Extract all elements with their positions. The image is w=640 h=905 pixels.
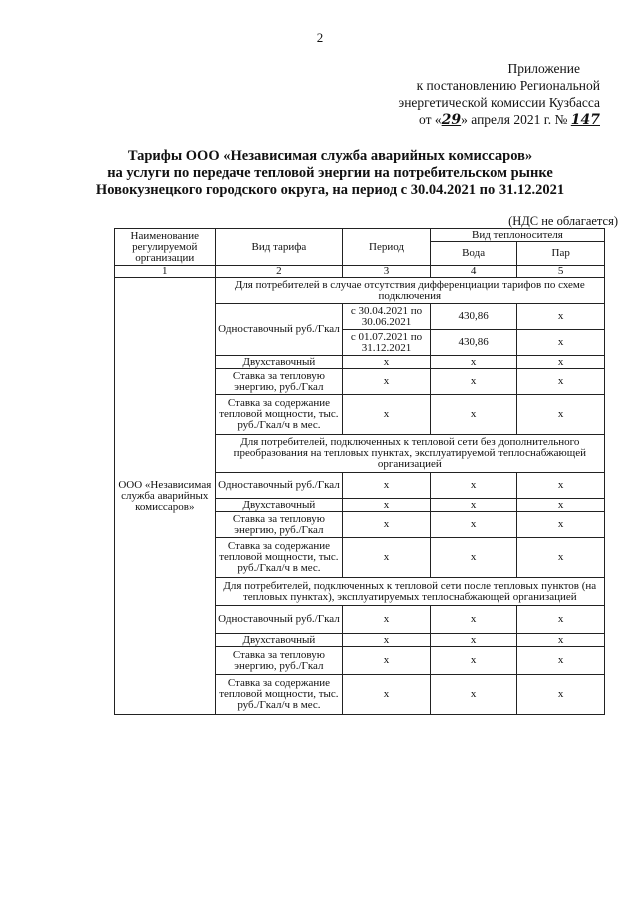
date-prefix: от « (419, 112, 442, 127)
steam-value: х (517, 304, 605, 330)
appendix-line-2: к постановлению Региональной (416, 78, 600, 93)
water-value: 430,86 (430, 330, 517, 356)
period-cell: х (343, 395, 431, 435)
section-title: Для потребителей в случае отсутствия дифференциации тарифов по схеме подключения (215, 278, 604, 304)
tariff-label: Ставка за тепловую энергию, руб./Гкал (215, 647, 343, 675)
water-value: х (430, 538, 517, 578)
header-period: Период (343, 229, 431, 266)
period-cell: х (343, 512, 431, 538)
section-title: Для потребителей, подключенных к тепловой сети после тепловых пунктов (на тепловых пунктах), эксплуатируемых теплоснабжающей организацией (215, 578, 604, 606)
steam-value: х (517, 675, 605, 715)
water-value: х (430, 512, 517, 538)
header-carrier: Вид теплоносителя (430, 229, 604, 242)
header-water: Вода (430, 242, 517, 266)
col-number: 5 (517, 266, 605, 278)
tariff-label: Одноставочный руб./Гкал (215, 606, 343, 634)
steam-value: х (517, 538, 605, 578)
heading-line-2: на услуги по передаче тепловой энергии на потребительском рынке (107, 165, 553, 181)
tariff-label: Ставка за содержание тепловой мощности, тыс. руб./Гкал/ч в мес. (215, 538, 343, 578)
col-number: 4 (430, 266, 517, 278)
water-value: х (430, 675, 517, 715)
period-cell: х (343, 499, 431, 512)
organization-name: ООО «Независимая служба аварийных комиссаров» (115, 278, 216, 715)
header-steam: Пар (517, 242, 605, 266)
document-heading (95, 148, 565, 199)
col-number: 1 (115, 266, 216, 278)
period-cell: х (343, 473, 431, 499)
tariff-label: Двухставочный (215, 499, 343, 512)
water-value: х (430, 369, 517, 395)
water-value: х (430, 634, 517, 647)
period-cell: х (343, 538, 431, 578)
tariff-label: Двухставочный (215, 634, 343, 647)
water-value: 430,86 (430, 304, 517, 330)
appendix-date-line (340, 111, 600, 129)
water-value: х (430, 395, 517, 435)
period-cell: с 01.07.2021 по 31.12.2021 (343, 330, 431, 356)
steam-value: х (517, 395, 605, 435)
date-middle: » апреля 2021 г. № (461, 112, 568, 127)
header-organization: Наименование регулируемой организации (115, 229, 216, 266)
handwritten-day: 29 (441, 112, 462, 128)
water-value: х (430, 473, 517, 499)
col-number: 2 (215, 266, 343, 278)
steam-value: х (517, 647, 605, 675)
water-value: х (430, 356, 517, 369)
tariff-table (114, 228, 605, 715)
appendix-line-3: энергетической комиссии Кузбасса (398, 95, 600, 110)
tariff-label: Ставка за тепловую энергию, руб./Гкал (215, 369, 343, 395)
steam-value: х (517, 634, 605, 647)
col-number: 3 (343, 266, 431, 278)
period-cell: х (343, 356, 431, 369)
heading-line-1: Тарифы ООО «Независимая служба аварийных комиссаров» (127, 148, 533, 164)
section-title: Для потребителей, подключенных к тепловой сети без дополнительного преобразования на тепловых пунктах, эксплуатируемой теплоснабжающей организацией (215, 435, 604, 473)
appendix-block (340, 60, 600, 129)
vat-note: (НДС не облагается) (508, 214, 618, 228)
handwritten-number: 147 (570, 112, 600, 128)
tariff-label: Одноставочный руб./Гкал (215, 473, 343, 499)
steam-value: х (517, 473, 605, 499)
period-cell: с 30.04.2021 по 30.06.2021 (343, 304, 431, 330)
period-cell: х (343, 634, 431, 647)
steam-value: х (517, 356, 605, 369)
header-tariff-type: Вид тарифа (215, 229, 343, 266)
water-value: х (430, 606, 517, 634)
appendix-title: Приложение (507, 61, 580, 76)
tariff-label: Одноставочный руб./Гкал (215, 304, 343, 356)
tariff-label: Ставка за содержание тепловой мощности, тыс. руб./Гкал/ч в мес. (215, 675, 343, 715)
period-cell: х (343, 647, 431, 675)
tariff-label: Двухставочный (215, 356, 343, 369)
tariff-label: Ставка за тепловую энергию, руб./Гкал (215, 512, 343, 538)
steam-value: х (517, 369, 605, 395)
steam-value: х (517, 330, 605, 356)
water-value: х (430, 647, 517, 675)
tariff-label: Ставка за содержание тепловой мощности, тыс. руб./Гкал/ч в мес. (215, 395, 343, 435)
water-value: х (430, 499, 517, 512)
heading-line-3: Новокузнецкого городского округа, на период с 30.04.2021 по 31.12.2021 (95, 182, 565, 198)
period-cell: х (343, 675, 431, 715)
steam-value: х (517, 499, 605, 512)
page-number: 2 (316, 30, 324, 45)
steam-value: х (517, 512, 605, 538)
period-cell: х (343, 606, 431, 634)
period-cell: х (343, 369, 431, 395)
steam-value: х (517, 606, 605, 634)
